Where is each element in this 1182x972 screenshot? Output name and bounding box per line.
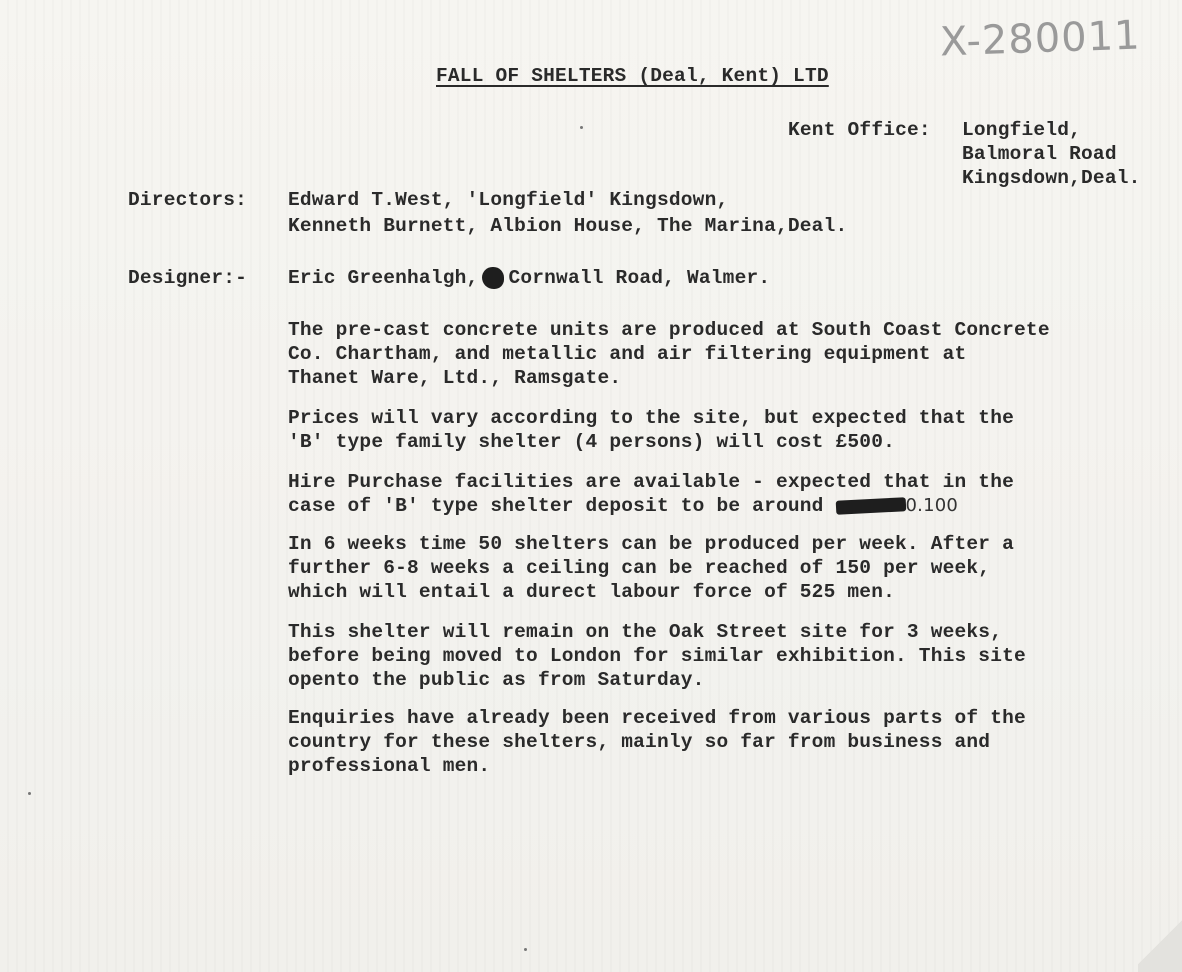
paragraph-line: 'B' type family shelter (4 persons) will cost £500.: [288, 431, 895, 453]
directors-label: Directors:: [128, 189, 248, 211]
paragraph-line: Enquiries have already been received from various parts of the: [288, 707, 1026, 729]
kent-office-line: Longfield,: [962, 119, 1082, 141]
paragraph-line: Co. Chartham, and metallic and air filtering equipment at: [288, 343, 967, 365]
document-title: FALL OF SHELTERS (Deal, Kent) LTD: [436, 65, 829, 87]
kent-office-label: Kent Office:: [788, 119, 931, 141]
designer-name: Eric Greenhalgh,: [288, 267, 479, 289]
paragraph-line: In 6 weeks time 50 shelters can be produced per week. After a: [288, 533, 1015, 555]
paragraph-production-rate: [288, 532, 1014, 604]
designer-line: [288, 266, 770, 290]
paragraph-line: The pre-cast concrete units are produced at South Coast Concrete: [288, 319, 1050, 341]
archive-reference-number: X-280011: [939, 12, 1142, 66]
paragraph-exhibition: [288, 620, 1026, 692]
paper-speck: [524, 948, 527, 951]
designer-label: Designer:-: [128, 267, 248, 289]
paper-speck: [580, 126, 583, 129]
director-line: Edward T.West, 'Longfield' Kingsdown,: [288, 189, 729, 211]
paragraph-line: Thanet Ware, Ltd., Ramsgate.: [288, 367, 622, 389]
paragraph-line: before being moved to London for similar exhibition. This site: [288, 645, 1026, 667]
paragraph-line: which will entail a durect labour force of 525 men.: [288, 581, 895, 603]
redaction-mark: [835, 497, 906, 515]
handwritten-amount: 0.100: [905, 495, 959, 516]
paragraph-line: Hire Purchase facilities are available - expected that in the: [288, 471, 1015, 493]
paragraph-line: opento the public as from Saturday.: [288, 669, 705, 691]
paragraph-hire-purchase: [288, 470, 1014, 518]
kent-office-line: Balmoral Road: [962, 143, 1117, 165]
kent-office-address: [962, 118, 1141, 190]
paragraph-enquiries: [288, 706, 1026, 778]
designer-address: Cornwall Road, Walmer.: [508, 267, 771, 289]
paragraph-line: professional men.: [288, 755, 491, 777]
paragraph-production: [288, 318, 1050, 390]
kent-office-line: Kingsdown,Deal.: [962, 167, 1141, 189]
paragraph-line: Prices will vary according to the site, but expected that the: [288, 407, 1015, 429]
page-corner-fold: [1138, 912, 1182, 972]
paragraph-prices: [288, 406, 1014, 454]
paper-speck: [28, 792, 31, 795]
paragraph-line: This shelter will remain on the Oak Street site for 3 weeks,: [288, 621, 1003, 643]
paragraph-line: country for these shelters, mainly so far from business and: [288, 731, 991, 753]
ink-blot-mark: [482, 267, 504, 289]
deposit-text: case of 'B' type shelter deposit to be around: [288, 495, 824, 517]
paragraph-line: further 6-8 weeks a ceiling can be reached of 150 per week,: [288, 557, 991, 579]
director-line: Kenneth Burnett, Albion House, The Marina,Deal.: [288, 215, 848, 237]
paragraph-line: [288, 494, 1014, 518]
